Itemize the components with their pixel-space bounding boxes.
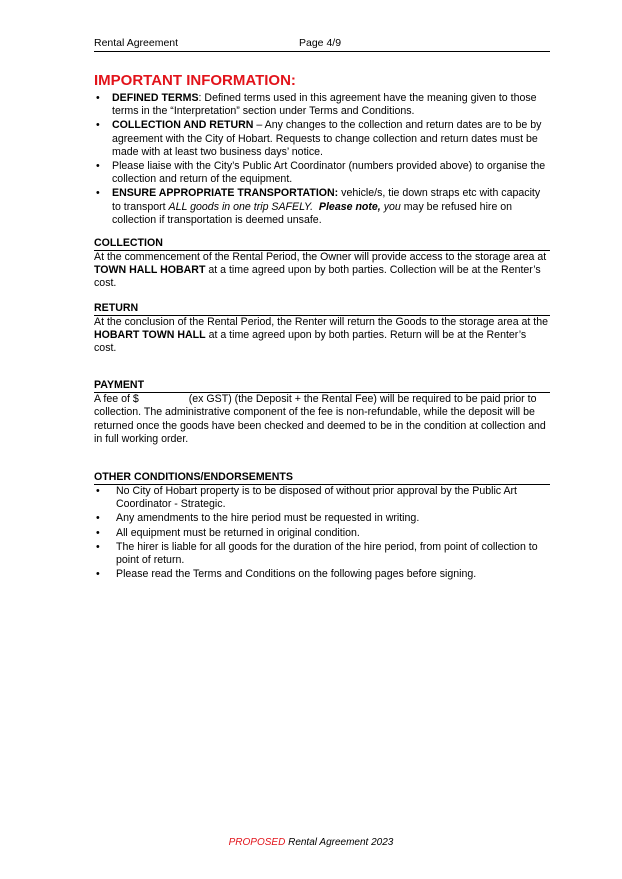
list-item: • No City of Hobart property is to be disposed of without prior approval by the Public Art Coordinator - Strategic.	[94, 485, 550, 511]
transport-italic-you: you	[380, 200, 401, 213]
transport-text: vehicle/s, tie down straps etc with capacity to transport	[112, 187, 541, 213]
list-item: • Any amendments to the hire period must be requested in writing.	[94, 512, 550, 525]
liaise-text: Please liaise with the City’s Public Art Coordinator (numbers provided above) to organise the collection and return of the equipment.	[112, 160, 546, 186]
header-page-number: Page 4/9	[299, 37, 342, 49]
transport-italic: ALL goods in one trip SAFELY.	[168, 200, 314, 213]
list-item	[94, 92, 550, 118]
collection-paragraph	[94, 251, 550, 291]
list-item: • The hirer is liable for all goods for the duration of the hire period, from point of collection to point of return.	[94, 541, 550, 567]
list-item	[94, 187, 550, 227]
page-footer	[0, 837, 622, 848]
footer-proposed: PROPOSED	[228, 837, 286, 848]
collection-heading: COLLECTION	[94, 237, 550, 251]
footer-text: Rental Agreement 2023	[285, 837, 394, 848]
return-paragraph	[94, 316, 550, 356]
return-text-pre: At the conclusion of the Rental Period, the Renter will return the Goods to the storage area at the	[94, 315, 549, 328]
important-info-list	[94, 92, 550, 227]
transport-text-end: may be refused hire on collection if transportation is deemed unsafe.	[112, 200, 513, 226]
page-header	[94, 37, 550, 52]
list-item: • Please read the Terms and Conditions on the following pages before signing.	[94, 568, 550, 581]
header-doc-title: Rental Agreement	[94, 37, 179, 49]
return-section	[94, 302, 550, 356]
list-item	[94, 160, 550, 186]
collection-return-text: – Any changes to the collection and return dates are to be by agreement with the City of Hobart. Requests to change collection and return dates must be made with at least two business days’ notice.	[112, 119, 542, 158]
list-item	[94, 119, 550, 159]
defined-terms-text: : Defined terms used in this agreement have the meaning given to those terms in the “Interpretation” section under Terms and Conditions.	[112, 92, 537, 118]
document-body	[94, 72, 550, 582]
payment-heading: PAYMENT	[94, 379, 550, 393]
collection-section	[94, 237, 550, 291]
payment-text-pre: A fee of $	[94, 393, 139, 406]
other-conditions-section	[94, 471, 550, 581]
important-info-title: IMPORTANT INFORMATION:	[94, 72, 296, 89]
payment-text-post: (ex GST) (the Deposit + the Rental Fee) will be required to be paid prior to collection. The administrative component of the fee is non-refundable, while the deposit will be returned once the goods have been checked and deemed to be in the condition at collection and in full working order.	[94, 393, 546, 445]
list-item: • All equipment must be returned in original condition.	[94, 527, 550, 540]
other-conditions-heading: OTHER CONDITIONS/ENDORSEMENTS	[94, 471, 550, 485]
payment-section	[94, 379, 550, 446]
collection-return-label: COLLECTION AND RETURN	[112, 119, 254, 132]
please-note: Please note,	[318, 200, 381, 213]
collection-location: TOWN HALL HOBART	[94, 264, 206, 277]
return-heading: RETURN	[94, 302, 550, 316]
collection-text-post: at a time agreed upon by both parties. Collection will be at the Renter’s cost.	[94, 264, 541, 290]
collection-text-pre: At the commencement of the Rental Period, the Owner will provide access to the storage area at	[94, 251, 547, 264]
return-text-post: at a time agreed upon by both parties. Return will be at the Renter’s cost.	[94, 328, 527, 355]
payment-paragraph	[94, 393, 550, 446]
defined-terms-label: DEFINED TERMS	[112, 92, 199, 104]
other-conditions-list	[94, 485, 550, 581]
return-location: HOBART TOWN HALL	[94, 328, 206, 341]
transport-label: ENSURE APPROPRIATE TRANSPORTATION:	[112, 187, 339, 200]
